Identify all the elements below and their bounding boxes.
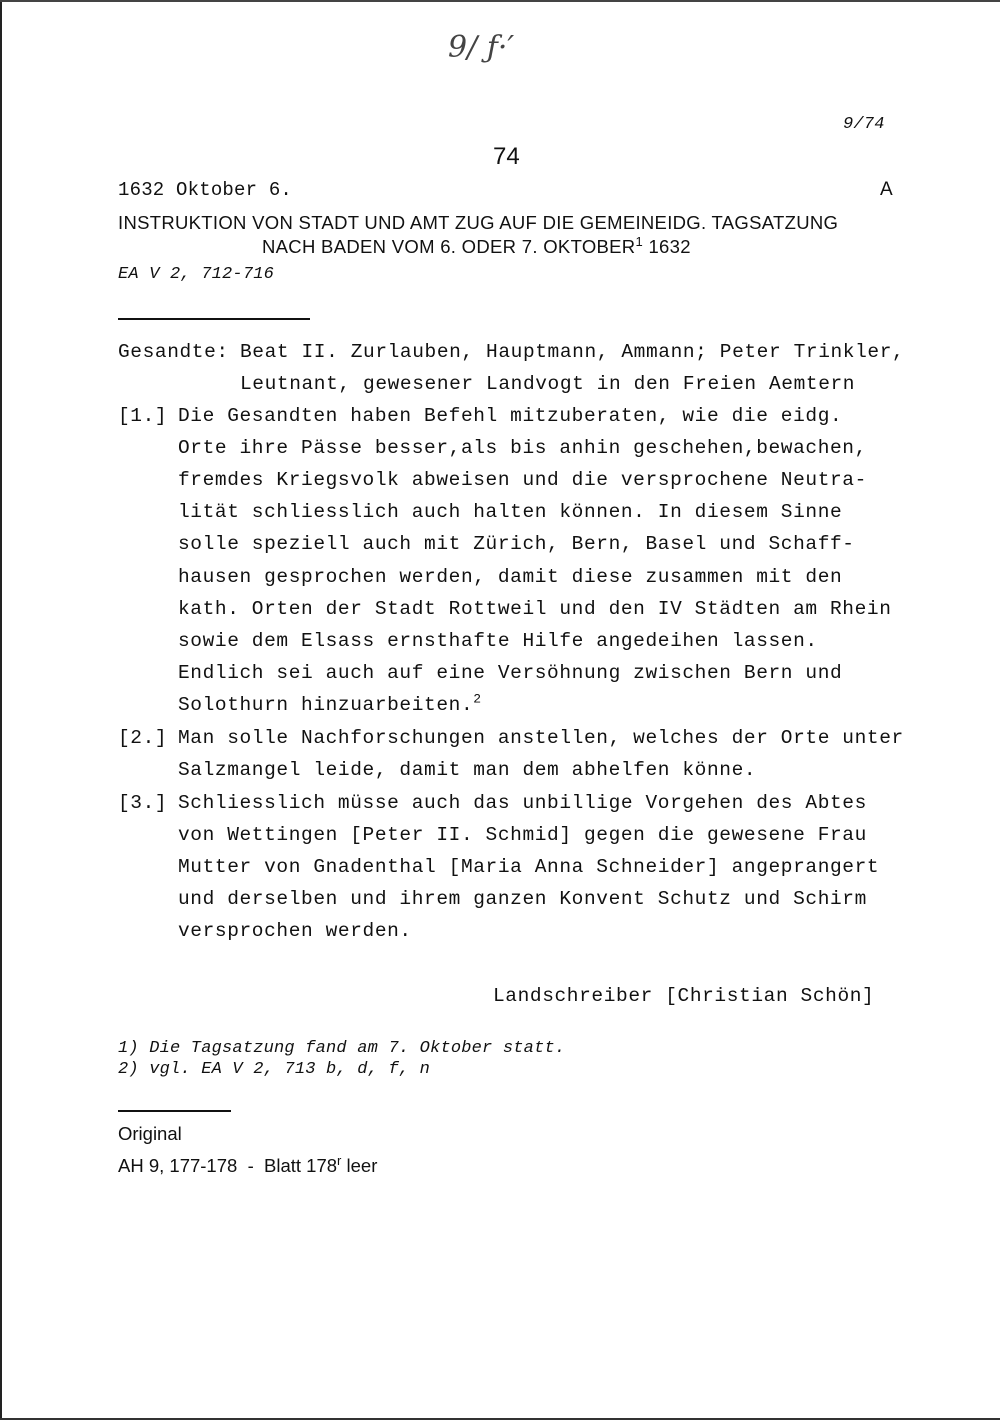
footnote-1: 1) Die Tagsatzung fand am 7. Oktober statt. bbox=[118, 1039, 566, 1058]
page-number: 74 bbox=[493, 143, 520, 170]
page-edge-top bbox=[0, 0, 1000, 2]
archive-number: 9/74 bbox=[843, 115, 885, 134]
separator-rule bbox=[118, 318, 310, 320]
source-label: Original bbox=[118, 1123, 182, 1144]
paragraph-1-line: lität schliesslich auch halten können. In diesem Sinne bbox=[178, 501, 843, 523]
envoys-line-1: Beat II. Zurlauben, Hauptmann, Ammann; Peter Trinkler, bbox=[240, 341, 905, 363]
source-reference: AH 9, 177-178 - Blatt 178$^r$ leer bbox=[118, 1152, 378, 1176]
paragraph-1-last-line: Solothurn hinzuarbeiten.$^2$ bbox=[178, 691, 482, 716]
source-separator-rule bbox=[118, 1110, 231, 1112]
signature: Landschreiber [Christian Schön] bbox=[493, 985, 875, 1007]
title-line-1: INSTRUKTION VON STADT UND AMT ZUG AUF DIE GEMEINEIDG. TAGSATZUNG bbox=[118, 212, 839, 233]
paragraph-1-line: Die Gesandten haben Befehl mitzuberaten, wie die eidg. bbox=[178, 405, 843, 427]
envoys-label: Gesandte: bbox=[118, 341, 229, 363]
title-footnote-marker: 1 bbox=[635, 233, 643, 249]
paragraph-3-line: von Wettingen [Peter II. Schmid] gegen die gewesene Frau bbox=[178, 824, 867, 846]
reference: EA V 2, 712-716 bbox=[118, 265, 275, 284]
title-line-2: NACH BADEN VOM 6. ODER 7. OKTOBER$^1$ 1632 bbox=[262, 233, 691, 257]
paragraph-2-line: Salzmangel leide, damit man dem abhelfen könne. bbox=[178, 759, 757, 781]
document-date: 1632 Oktober 6. bbox=[118, 179, 293, 201]
page-edge-left bbox=[0, 0, 2, 1420]
paragraph-3-line: Schliesslich müsse auch das unbillige Vorgehen des Abtes bbox=[178, 792, 867, 814]
envoys-line-2: Leutnant, gewesener Landvogt in den Freien Aemtern bbox=[240, 373, 856, 395]
handwritten-mark: 9/ ƒ·′ bbox=[448, 30, 515, 65]
paragraph-1-line: solle speziell auch mit Zürich, Bern, Basel und Schaff- bbox=[178, 533, 855, 555]
paragraph-3-line: und derselben und ihrem ganzen Konvent Schutz und Schirm bbox=[178, 888, 867, 910]
footnote-2-marker: 2 bbox=[473, 691, 482, 707]
paragraph-3-number: [3.] bbox=[118, 792, 168, 814]
paragraph-2-line: Man solle Nachforschungen anstellen, welches der Orte unter bbox=[178, 727, 904, 749]
paragraph-1-line: Endlich sei auch auf eine Versöhnung zwischen Bern und bbox=[178, 662, 843, 684]
paragraph-1-line: Orte ihre Pässe besser,als bis anhin geschehen,bewachen, bbox=[178, 437, 867, 459]
document-letter: A bbox=[880, 179, 893, 200]
paragraph-1-line: kath. Orten der Stadt Rottweil und den IV Städten am Rhein bbox=[178, 598, 892, 620]
paragraph-1-line: hausen gesprochen werden, damit diese zusammen mit den bbox=[178, 566, 843, 588]
footnote-2: 2) vgl. EA V 2, 713 b, d, f, n bbox=[118, 1060, 431, 1079]
paragraph-1-line: sowie dem Elsass ernsthafte Hilfe angedeihen lassen. bbox=[178, 630, 818, 652]
paragraph-3-line: versprochen werden. bbox=[178, 920, 412, 942]
paragraph-1-number: [1.] bbox=[118, 405, 168, 427]
paragraph-2-number: [2.] bbox=[118, 727, 168, 749]
paragraph-1-line: fremdes Kriegsvolk abweisen und die versprochene Neutra- bbox=[178, 469, 867, 491]
paragraph-3-line: Mutter von Gnadenthal [Maria Anna Schneider] angeprangert bbox=[178, 856, 880, 878]
